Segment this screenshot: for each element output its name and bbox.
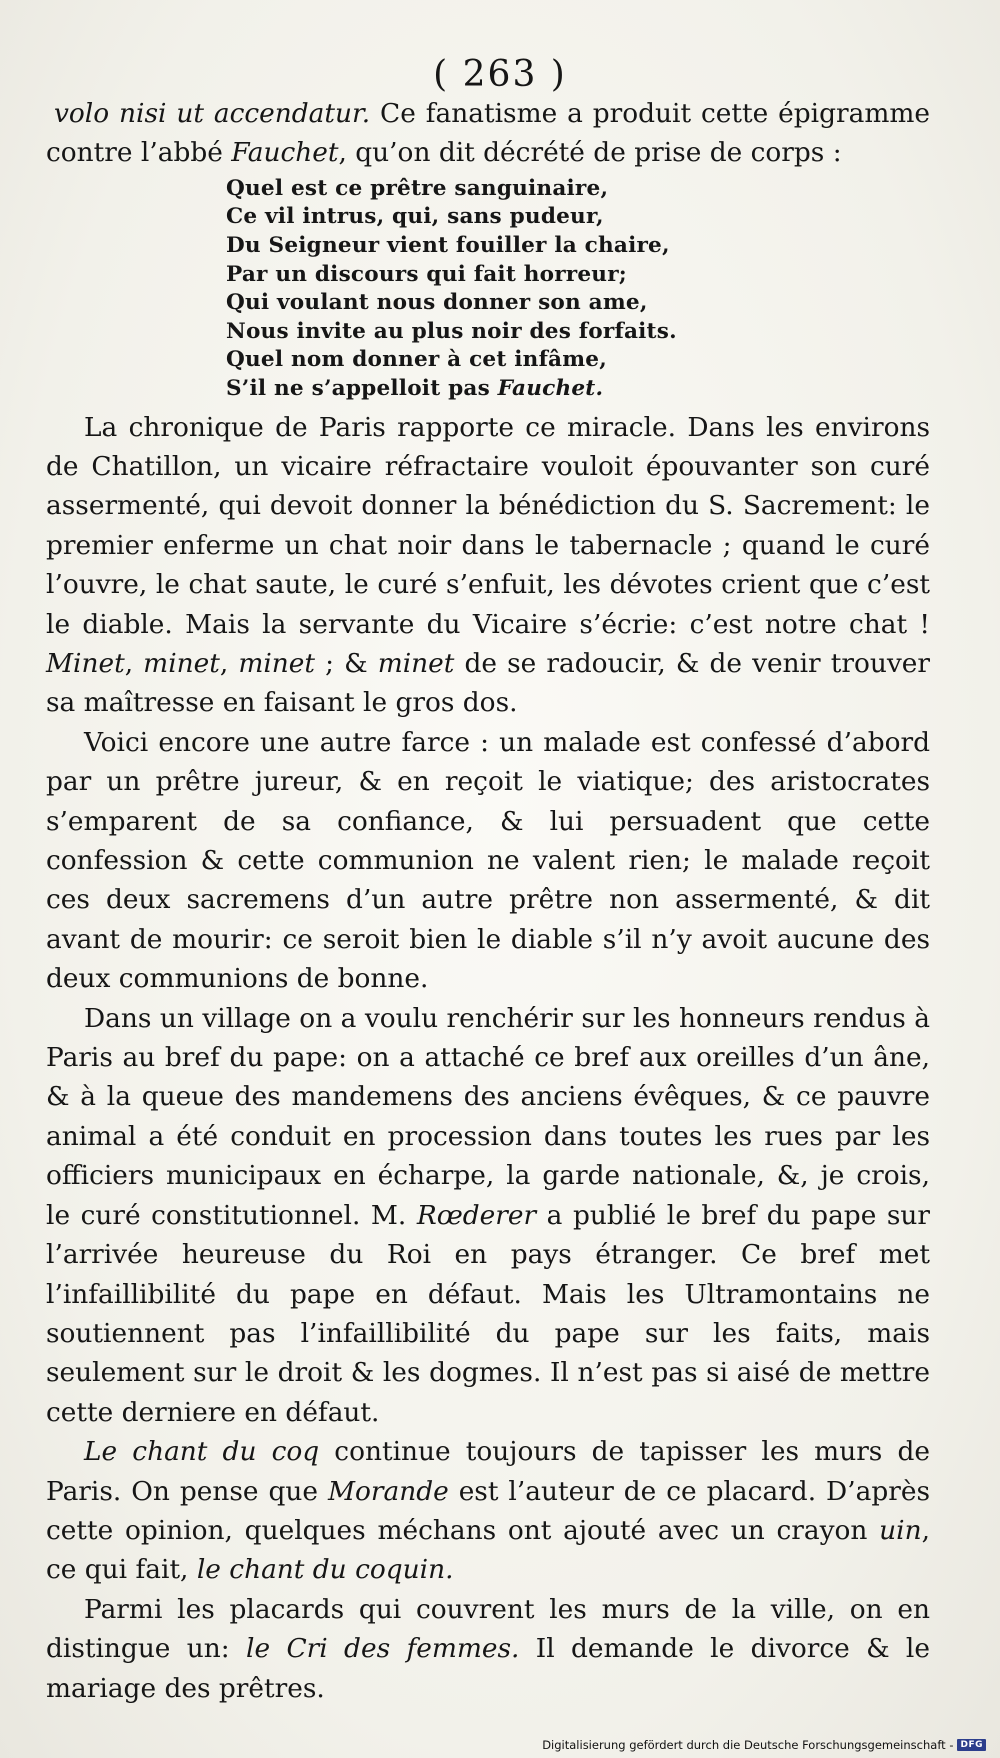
body-text <box>46 94 930 1708</box>
verse-line: Nous invite au plus noir des forfaits. <box>226 318 677 344</box>
digitization-footer <box>542 1738 986 1752</box>
name-fauchet: Fauchet <box>231 137 339 169</box>
paragraph-placards: Parmi les placards qui couvrent les murs de la ville, on en distingue un: le Cri des femmes. Il demande le divorce & le mariage des prêtres. <box>46 1593 930 1704</box>
epigram-verse <box>226 175 930 404</box>
verse-line: Quel est ce prêtre sanguinaire, <box>226 175 609 201</box>
verse-line: S’il ne s’appelloit pas Fauchet. <box>226 375 604 401</box>
verse-line: Par un discours qui fait horreur; <box>226 261 627 287</box>
verse-line: Du Seigneur vient fouiller la chaire, <box>226 233 670 258</box>
paragraph-chant-du-coq: Le chant du coq continue toujours de tapisser les murs de Paris. On pense que Morande est l’auteur de ce placard. D’après cette opinion, quelques méchans ont ajouté avec un crayon uin, ce qui fait, le chant du coquin. <box>46 1436 931 1586</box>
opening-paragraph: volo nisi ut accendatur. Ce fanatisme a produit cette épigramme contre l’abbé Fauchet, qu’on dit décrété de prise de corps : <box>46 98 931 169</box>
verse-line: Qui voulant nous donner son ame, <box>226 290 648 316</box>
paragraph-village: Dans un village on a voulu renchérir sur les honneurs rendus à Paris au bref du pape: on a attaché ce bref aux oreilles d’un âne, & à la queue des mandemens des anciens évêques, & ce pauvre animal a été conduit en procession dans toutes les rues par les officiers municipaux en écharpe, la garde nationale, &, je crois, le curé constitutionnel. M. Rœderer a publié le bref du pape sur l’arrivée heureuse du Roi en pays étranger. Ce bref met l’infaillibilité du pape en défaut. Mais les Ultramontains ne soutiennent pas l’infaillibilité du pape sur les faits, mais seulement sur le droit & les dogmes. Il n’est pas si aisé de mettre cette derniere en défaut. <box>46 1002 930 1428</box>
verse-line: Ce vil intrus, qui, sans pudeur, <box>226 204 604 230</box>
verse-line: Quel nom donner à cet infâme, <box>226 347 607 373</box>
latin-quote: volo nisi ut accendatur. <box>54 98 371 129</box>
footer-text: Digitalisierung gefördert durch die Deutsche Forschungsgemeinschaft - <box>542 1738 954 1752</box>
paragraph-farce: Voici encore une autre farce : un malade est confessé d’abord par un prêtre jureur, & en reçoit le viatique; des aristocrates s’emparent de sa confiance, & lui persuadent que cette confession & cette communion ne valent rien; le malade reçoit ces deux sacremens d’un autre prêtre non assermenté, & dit avant de mourir: ce seroit bien le diable s’il n’y avoit aucune des deux communions de bonne. <box>46 726 930 995</box>
page-number: ( 263 ) <box>433 54 567 95</box>
verse-italic-name: Fauchet. <box>497 375 604 401</box>
paragraph-chronique: La chronique de Paris rapporte ce miracle. Dans les environs de Chatillon, un vicaire réfractaire vouloit épouvanter son curé assermenté, qui devoit donner la bénédiction du S. Sacrement: le premier enferme un chat noir dans le tabernacle ; quand le curé l’ouvre, le chat saute, le curé s’enfuit, les dévotes crient que c’est le diable. Mais la servante du Vicaire s’écrie: c’est notre chat ! Minet, minet, minet ; & minet de se radoucir, & de venir trouver sa maîtresse en faisant le gros dos. <box>46 411 930 719</box>
dfg-logo: DFG <box>957 1739 986 1751</box>
